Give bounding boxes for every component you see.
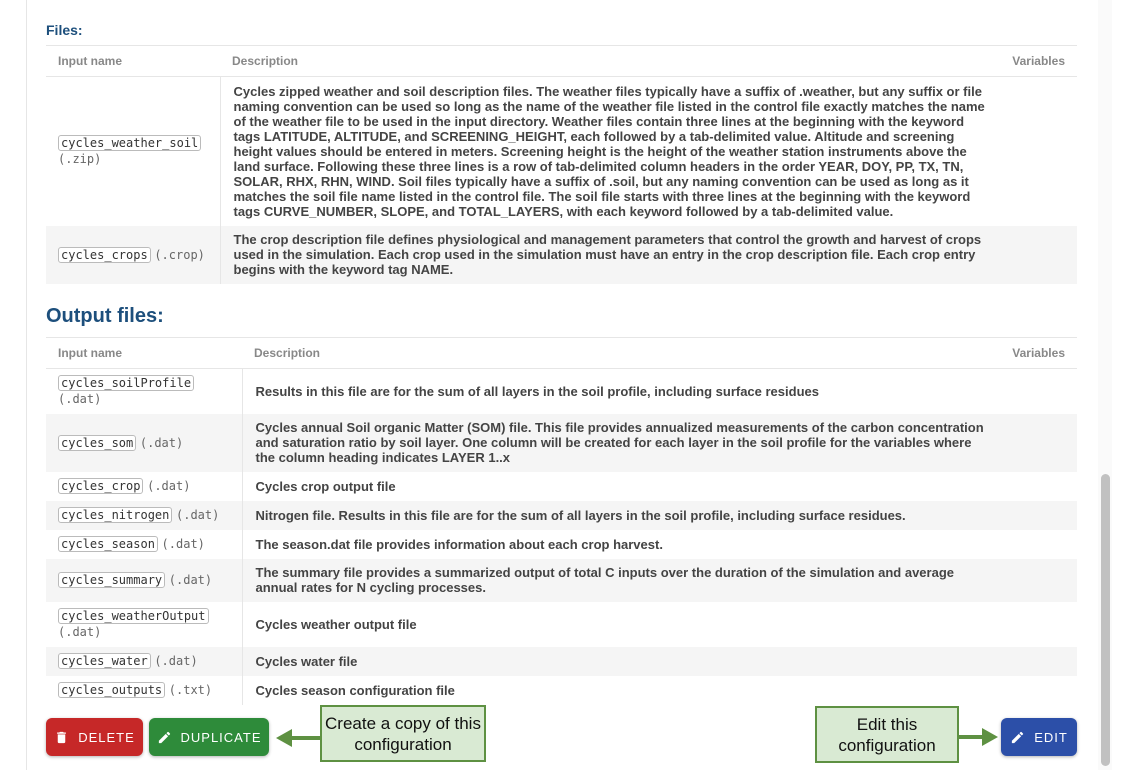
duplicate-button[interactable] bbox=[149, 718, 269, 756]
files-section-title: Files: bbox=[46, 22, 83, 38]
variables-cell bbox=[1000, 77, 1077, 226]
input-name: cycles_soilProfile bbox=[58, 375, 194, 391]
table-row bbox=[46, 414, 1077, 472]
table-row bbox=[46, 77, 1077, 226]
input-name-cell bbox=[46, 472, 242, 501]
column-header-variables: Variables bbox=[1000, 46, 1077, 77]
input-name-cell bbox=[46, 369, 242, 414]
edit-button[interactable] bbox=[1001, 718, 1077, 756]
description-cell: Cycles annual Soil organic Matter (SOM) file. This file provides annualized measurements of the carbon concentration and saturation ratio by soil layer. One column will be created for each layer in the soil profile for the variables where the column heading indicates LAYER 1..x bbox=[242, 414, 1000, 472]
input-name-cell bbox=[46, 77, 220, 226]
file-extension: (.crop) bbox=[154, 247, 205, 262]
arrow-right-icon bbox=[958, 727, 1000, 747]
table-row bbox=[46, 226, 1077, 284]
table-row bbox=[46, 559, 1077, 602]
file-extension: (.zip) bbox=[58, 152, 102, 167]
input-name: cycles_weather_soil bbox=[58, 135, 201, 151]
delete-button[interactable] bbox=[46, 718, 143, 756]
file-extension: (.dat) bbox=[58, 625, 102, 639]
column-header-description: Description bbox=[220, 46, 1000, 77]
input-name: cycles_season bbox=[58, 536, 158, 552]
description-cell: The crop description file defines physiological and management parameters that control the growth and harvest of crops used in the simulation. Each crop used in the simulation must have an entry in the crop description file. Each crop entry begins with the keyword tag NAME. bbox=[220, 226, 1000, 284]
table-row bbox=[46, 501, 1077, 530]
description-cell: Cycles zipped weather and soil description files. The weather files typically have a suffix of .weather, but any suffix or file naming convention can be used so long as the name of the weather file listed in the control file exactly matches the name of the weather file to be used in the input directory. Weather files contain three lines at the beginning with the keyword tags LATITUDE, ALTITUDE, and SCREENING_HEIGHT, each followed by a tab-delimited value. Altitude and screening height values should be entered in meters. Screening height is the height of the weather station instruments above the land surface. Following these three lines is a row of tab-delimited column headers in the order YEAR, DOY, PP, TX, TN, SOLAR, RHX, RHN, WIND. Soil files typically have a suffix of .soil, but any naming convention can be used as long as it matches the soil file name listed in the control file. The soil file starts with three lines at the beginning with the keyword tags CURVE_NUMBER, SLOPE, and TOTAL_LAYERS, with each keyword followed by a tab-delimited value. bbox=[233, 83, 985, 219]
variables-cell bbox=[1000, 226, 1077, 284]
description-cell: Results in this file are for the sum of all layers in the soil profile, including surface residues bbox=[255, 383, 819, 399]
table-row bbox=[46, 472, 1077, 501]
description-cell: The summary file provides a summarized output of total C inputs over the duration of the simulation and average annual rates for N cycling processes. bbox=[242, 559, 1000, 602]
input-name-cell bbox=[46, 647, 242, 676]
file-extension: (.dat) bbox=[139, 435, 184, 450]
file-extension: (.dat) bbox=[147, 479, 191, 493]
scrollbar-thumb[interactable] bbox=[1101, 474, 1110, 766]
files-table bbox=[46, 45, 1077, 284]
input-name-cell bbox=[46, 602, 242, 647]
file-extension: (.txt) bbox=[168, 683, 213, 697]
output-files-section-title: Output files: bbox=[46, 305, 164, 327]
description-cell: Cycles weather output file bbox=[255, 616, 417, 632]
file-extension: (.dat) bbox=[154, 654, 198, 668]
variables-cell bbox=[1000, 647, 1077, 676]
variables-cell bbox=[1000, 501, 1077, 530]
input-name: cycles_weatherOutput bbox=[58, 608, 209, 624]
input-name-cell bbox=[46, 501, 242, 530]
file-extension: (.dat) bbox=[161, 537, 205, 551]
input-name-cell bbox=[46, 414, 242, 472]
variables-cell bbox=[1000, 676, 1077, 705]
trash-icon bbox=[54, 730, 69, 745]
output-files-table bbox=[46, 337, 1077, 705]
variables-cell bbox=[1000, 559, 1077, 602]
input-name: cycles_som bbox=[58, 435, 136, 451]
description-cell: Cycles crop output file bbox=[255, 478, 396, 494]
variables-cell bbox=[1000, 369, 1077, 414]
file-extension: (.dat) bbox=[176, 508, 220, 522]
table-row bbox=[46, 369, 1077, 414]
input-name: cycles_crops bbox=[58, 247, 151, 263]
file-extension: (.dat) bbox=[168, 573, 213, 587]
duplicate-callout: Create a copy of this configuration bbox=[320, 705, 486, 762]
input-name-cell bbox=[46, 226, 220, 284]
column-header-input-name: Input name bbox=[46, 338, 242, 369]
variables-cell bbox=[1000, 472, 1077, 501]
input-name-cell bbox=[46, 676, 242, 705]
input-name-cell bbox=[46, 559, 242, 602]
input-name-cell bbox=[46, 530, 242, 559]
description-cell: Cycles season configuration file bbox=[255, 682, 455, 698]
input-name: cycles_nitrogen bbox=[58, 507, 172, 523]
input-name: cycles_water bbox=[58, 653, 151, 669]
edit-callout: Edit this configuration bbox=[815, 706, 959, 763]
table-row bbox=[46, 602, 1077, 647]
delete-button-label: DELETE bbox=[78, 729, 135, 745]
file-extension: (.dat) bbox=[58, 392, 102, 407]
input-name: cycles_summary bbox=[58, 572, 165, 588]
duplicate-button-label: DUPLICATE bbox=[180, 729, 262, 745]
pencil-icon bbox=[1010, 730, 1025, 745]
edit-button-label: EDIT bbox=[1034, 729, 1068, 745]
column-header-description: Description bbox=[242, 338, 1000, 369]
table-row bbox=[46, 676, 1077, 705]
table-row bbox=[46, 647, 1077, 676]
variables-cell bbox=[1000, 530, 1077, 559]
description-cell: Nitrogen file. Results in this file are for the sum of all layers in the soil profile, including surface residues. bbox=[242, 501, 1000, 530]
input-name: cycles_outputs bbox=[58, 682, 165, 698]
description-cell: Cycles water file bbox=[242, 647, 1000, 676]
variables-cell bbox=[1000, 602, 1077, 647]
arrow-left-icon bbox=[274, 728, 322, 748]
table-row bbox=[46, 530, 1077, 559]
description-cell: The season.dat file provides information about each crop harvest. bbox=[255, 536, 663, 552]
column-header-input-name: Input name bbox=[46, 46, 220, 77]
column-header-variables: Variables bbox=[1000, 338, 1077, 369]
variables-cell bbox=[1000, 414, 1077, 472]
pencil-icon bbox=[157, 730, 172, 745]
input-name: cycles_crop bbox=[58, 478, 143, 494]
